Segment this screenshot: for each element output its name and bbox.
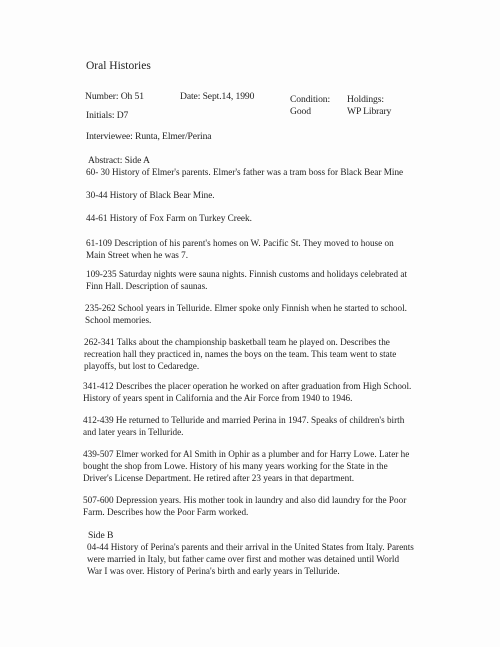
entry-line: 235-262 School years in Telluride. Elmer spoke only Finnish when he started to school. [85, 303, 407, 313]
entry-line: 44-61 History of Fox Farm on Turkey Creek. [86, 213, 252, 223]
abstract-entry [86, 268, 407, 292]
entry-line: Farm. Describes how the Poor Farm worked. [83, 507, 249, 518]
abstract-entry [83, 494, 406, 518]
entry-line: and later years in Telluride. [83, 427, 184, 438]
abstract-entry [83, 414, 404, 438]
abstract-entry [86, 189, 215, 201]
entry-line: 262-341 Talks about the championship basketball team he played on. Describes the [84, 337, 390, 347]
side-b-heading: Side B [88, 530, 114, 541]
entry-line: 109-235 Saturday nights were sauna nights. Finnish customs and holidays celebrated at [86, 269, 407, 279]
entry-line: 341-412 Describes the placer operation he worked on after graduation from High School. [83, 381, 412, 391]
entry-line: 30-44 History of Black Bear Mine. [86, 190, 215, 200]
abstract-entry [84, 336, 396, 373]
entry-line: bought the shop from Lowe. History of his many years working for the State in the [83, 461, 388, 472]
entry-line: Driver's License Department. He retired after 23 years in that department. [83, 473, 355, 484]
entry-line: Finn Hall. Description of saunas. [86, 281, 208, 292]
entry-line: recreation hall they practiced in, names the boys on the team. This team went to state [84, 349, 397, 360]
record-number: Number: Oh 51 [85, 91, 144, 102]
entry-line: 60- 30 History of Elmer's parents. Elmer's father was a tram boss for Black Bear Mine [86, 167, 404, 177]
entry-line: Main Street when he was 7. [86, 250, 189, 261]
entry-line: playoffs, but lost to Cedaredge. [84, 361, 200, 372]
abstract-entry [86, 212, 252, 224]
side-a-heading: Abstract: Side A [88, 155, 150, 166]
entry-line: were married in Italy, but father came over first and mother was detained until World [87, 554, 400, 565]
entry-line: 439-507 Elmer worked for Al Smith in Ophir as a plumber and for Harry Lowe. Later he [83, 449, 410, 459]
document-title: Oral Histories [86, 60, 151, 72]
side-b-entry [87, 541, 414, 578]
abstract-entry [85, 302, 407, 326]
condition-label: Condition: [290, 94, 331, 105]
entry-line: 61-109 Description of his parent's homes on W. Pacific St. They moved to house on [86, 238, 394, 248]
entry-line: School memories. [85, 315, 152, 326]
holdings-label: Holdings: [347, 94, 384, 105]
entry-line: 412-439 He returned to Telluride and married Perina in 1947. Speaks of children's birth [83, 415, 405, 425]
interviewee: Interviewee: Runta, Elmer/Perina [86, 131, 212, 142]
holdings-value: WP Library [347, 106, 392, 117]
entry-line: War I was over. History of Perina's birth and early years in Telluride. [87, 566, 340, 577]
entry-line: History of years spent in California and the Air Force from 1940 to 1946. [83, 393, 353, 404]
abstract-entry [86, 237, 394, 261]
record-date: Date: Sept.14, 1990 [180, 91, 255, 102]
condition-value: Good [290, 106, 311, 117]
entry-line: 04-44 History of Perina's parents and their arrival in the United States from Italy. Parents [87, 542, 414, 552]
entry-line: 507-600 Depression years. His mother took in laundry and also did laundry for the Poor [83, 495, 407, 505]
abstract-entry [83, 380, 411, 404]
initials: Initials: D7 [86, 110, 129, 121]
abstract-entry [83, 448, 409, 485]
abstract-entry [86, 166, 403, 178]
